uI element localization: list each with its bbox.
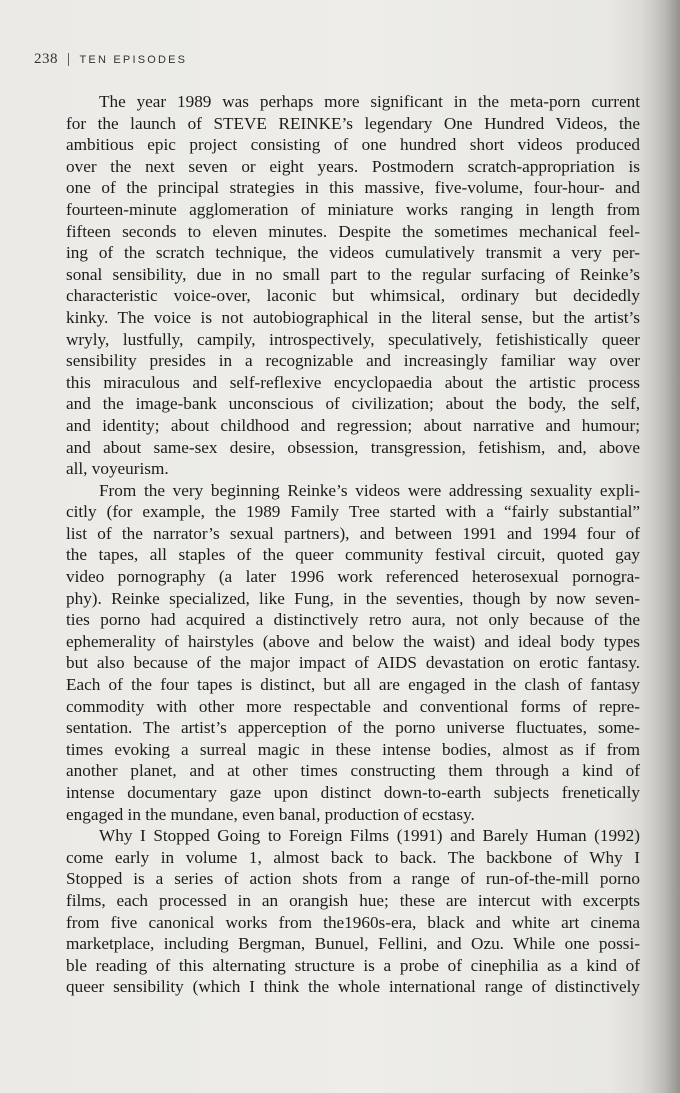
text-line: Why I Stopped Going to Foreign Films (1991) and Barely Human (1992)	[99, 826, 640, 846]
body-text	[66, 91, 640, 998]
text-line: kinky. The voice is not autobiographical in the literal sense, but the artist’s	[66, 307, 640, 327]
text-line: marketplace, including Bergman, Bunuel, Fellini, and Ozu. While one possi-	[66, 934, 640, 954]
text-line: fourteen-minute agglomeration of miniature works ranging in length from	[66, 199, 640, 219]
text-line: this miraculous and self-reflexive encyclopaedia about the artistic process	[66, 372, 640, 392]
text-line: list of the narrator’s sexual partners), and between 1991 and 1994 four of	[66, 523, 640, 543]
text-line: Each of the four tapes is distinct, but all are engaged in the clash of fantasy	[66, 675, 640, 695]
text-line: video pornography (a later 1996 work referenced heterosexual pornogra-	[66, 567, 640, 587]
text-line: engaged in the mundane, even banal, production of ecstasy.	[66, 804, 475, 824]
text-line: but also because of the major impact of AIDS devastation on erotic fantasy.	[66, 653, 640, 673]
text-line: one of the principal strategies in this massive, five-volume, four-hour- and	[66, 178, 640, 198]
text-line: the tapes, all staples of the queer community festival circuit, quoted gay	[66, 545, 640, 565]
text-line: and about same-sex desire, obsession, transgression, fetishism, and, above	[66, 437, 640, 457]
text-line: times evoking a surreal magic in these intense bodies, almost as if from	[66, 739, 640, 759]
page-number: 238	[34, 51, 58, 67]
text-line: sonal sensibility, due in no small part to the regular surfacing of Reinke’s	[66, 264, 640, 284]
text-line: From the very beginning Reinke’s videos were addressing sexuality expli-	[99, 480, 640, 500]
text-line: sensibility presides in a recognizable and increasingly familiar way over	[66, 351, 640, 371]
text-line: Stopped is a series of action shots from a range of run-of-the-mill porno	[66, 869, 640, 889]
text-line: sentation. The artist’s apperception of the porno universe fluctuates, some-	[66, 718, 640, 738]
text-line: all, voyeurism.	[66, 459, 169, 479]
text-line: characteristic voice-over, laconic but whimsical, ordinary but decidedly	[66, 286, 640, 306]
text-line: intense documentary gaze upon distinct down-to-earth subjects frenetically	[66, 783, 640, 802]
text-line: from five canonical works from the1960s-era, black and white art cinema	[66, 912, 640, 932]
text-line: ties porno had acquired a distinctively retro aura, not only because of the	[66, 610, 640, 630]
section-title: TEN EPISODES	[79, 54, 188, 66]
text-line: over the next seven or eight years. Postmodern scratch-appropriation is	[66, 156, 640, 176]
text-line: another planet, and at other times constructing them through a kind of	[66, 761, 640, 781]
text-line: citly (for example, the 1989 Family Tree started with a “fairly substantial”	[66, 502, 640, 522]
text-line: commodity with other more respectable and conventional forms of repre-	[66, 696, 640, 716]
text-line: ing of the scratch technique, the videos cumulatively transmit a very per-	[66, 243, 640, 263]
text-line: queer sensibility (which I think the whole international range of distinctively	[66, 977, 640, 997]
running-head	[34, 51, 187, 68]
text-line: ephemerality of hairstyles (above and below the waist) and ideal body types	[66, 631, 640, 651]
text-line: fifteen seconds to eleven minutes. Despite the sometimes mechanical feel-	[66, 221, 640, 241]
text-line: ambitious epic project consisting of one hundred short videos produced	[66, 135, 640, 155]
text-line: The year 1989 was perhaps more significant in the meta-porn current	[99, 92, 640, 111]
text-line: come early in volume 1, almost back to back. The backbone of Why I	[66, 847, 640, 867]
text-line: ble reading of this alternating structure is a probe of cinephilia as a kind of	[66, 955, 640, 975]
text-line: phy). Reinke specialized, like Fung, in the seventies, though by now seven-	[66, 588, 640, 608]
text-line: and the image-bank unconscious of civilization; about the body, the self,	[66, 394, 640, 414]
text-line: and identity; about childhood and regression; about narrative and humour;	[66, 415, 640, 435]
page-gutter-shadow	[640, 0, 680, 1093]
text-line: films, each processed in an orangish hue; these are intercut with excerpts	[66, 890, 640, 910]
text-line: wryly, lustfully, campily, introspectively, speculatively, fetishistically queer	[66, 329, 640, 349]
text-line: for the launch of STEVE REINKE’s legendary One Hundred Videos, the	[66, 113, 640, 133]
running-head-separator: |	[67, 51, 71, 67]
